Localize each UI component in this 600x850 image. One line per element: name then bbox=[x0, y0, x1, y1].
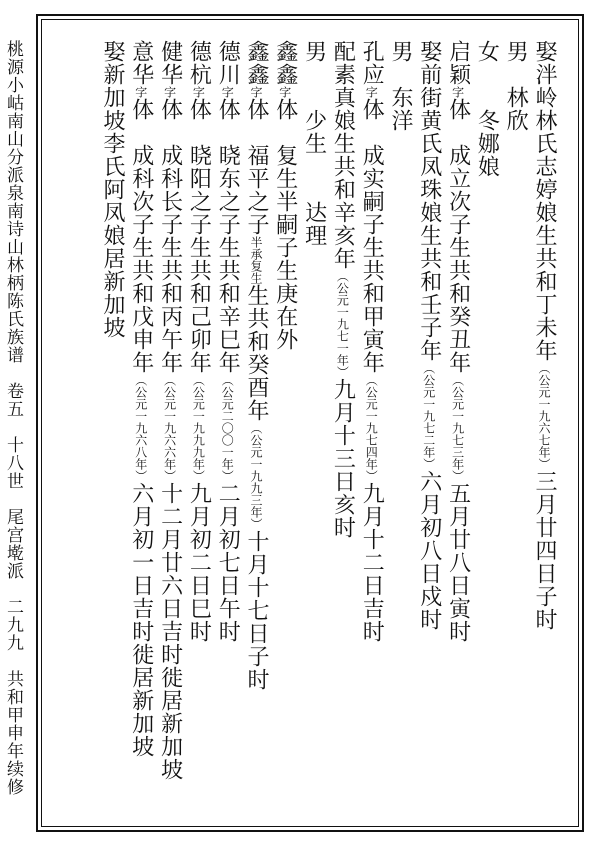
text-column-9 bbox=[300, 40, 328, 247]
column-text: 男 林欣 bbox=[503, 40, 529, 132]
annotation-small: 字 bbox=[162, 86, 177, 98]
column-text: 体 成科长子生共和丙午年 bbox=[157, 98, 183, 374]
column-text: 孔应 bbox=[359, 40, 385, 86]
annotation-small: 字 bbox=[249, 86, 263, 98]
column-text: 健华 bbox=[157, 40, 183, 86]
annotation-small: 字 bbox=[450, 86, 465, 98]
text-column-12 bbox=[213, 40, 241, 643]
page-number: 二九九 bbox=[3, 598, 23, 652]
column-text: 十月十七日子时 bbox=[244, 530, 269, 691]
annotation-small: 字 bbox=[133, 86, 148, 98]
column-text: 九月初二日巳时 bbox=[186, 482, 212, 643]
column-text: 六月初一日吉时徙居新加坡 bbox=[128, 482, 154, 758]
column-text: 二月初七日午时 bbox=[215, 482, 241, 643]
annotation-small: （公元一九九九年） bbox=[191, 374, 206, 482]
column-text: 九月十二日吉时 bbox=[359, 482, 385, 643]
column-text: 配素真娘生共和辛亥年 bbox=[330, 40, 356, 270]
column-text: 德川 bbox=[215, 40, 241, 86]
generation-label: 十八世 bbox=[3, 436, 23, 490]
text-column-11 bbox=[242, 40, 270, 691]
column-text: 十二月廿六日吉时徙居新加坡 bbox=[157, 482, 183, 781]
annotation-small: （公元一九六八年） bbox=[133, 374, 148, 482]
column-text: 男 少生 达理 bbox=[301, 40, 327, 247]
column-text: 启颖 bbox=[445, 40, 471, 86]
column-text: 鑫鑫 bbox=[244, 40, 269, 86]
text-column-16 bbox=[98, 40, 126, 339]
column-text: 六月初八日戍时 bbox=[416, 470, 442, 631]
text-column-5 bbox=[415, 40, 443, 631]
text-column-6 bbox=[386, 40, 414, 132]
column-text: 体 晓东之子生共和辛巳年 bbox=[215, 98, 241, 374]
volume-label: 卷五 bbox=[3, 382, 23, 418]
text-column-8 bbox=[328, 40, 356, 539]
column-text: 九月十三日亥时 bbox=[330, 378, 356, 539]
column-text: 三月廿四日子时 bbox=[532, 470, 557, 631]
column-text: 女 冬娜娘 bbox=[474, 40, 500, 178]
text-column-7 bbox=[357, 40, 385, 643]
column-text: 五月廿八日寅时 bbox=[445, 482, 471, 643]
annotation-small: （公元一九七四年） bbox=[364, 374, 379, 482]
text-column-1 bbox=[530, 40, 558, 631]
column-text: 生共和癸酉年 bbox=[244, 284, 269, 422]
annotation-small: 字 bbox=[191, 86, 206, 98]
column-text: 男 东洋 bbox=[388, 40, 413, 132]
annotation-small: （公元一九七一年） bbox=[335, 270, 350, 378]
column-text: 意华 bbox=[128, 40, 154, 86]
annotation-small: 半承复生 bbox=[249, 236, 263, 284]
text-column-10 bbox=[271, 40, 299, 351]
column-text: 体 复生半嗣子生庚在外 bbox=[272, 98, 298, 351]
text-column-14 bbox=[156, 40, 184, 781]
column-text: 娶新加坡李氏阿凤娘居新加坡 bbox=[100, 40, 125, 339]
column-text: 体 福平之子 bbox=[244, 98, 269, 236]
text-column-4 bbox=[444, 40, 472, 643]
annotation-small: （公元一九七三年） bbox=[450, 374, 465, 482]
annotation-small: （公元一九七二年） bbox=[421, 362, 436, 470]
column-text: 鑫鑫 bbox=[272, 40, 298, 86]
column-text: 体 晓阳之子生共和己卯年 bbox=[186, 98, 212, 374]
branch-label: 尾宫墘派 bbox=[3, 508, 23, 580]
annotation-small: （公元一九六七年） bbox=[537, 362, 551, 470]
annotation-small: （公元一九九三年） bbox=[249, 422, 263, 530]
annotation-small: 字 bbox=[364, 86, 379, 98]
column-text: 娶前街黄氏凤珠娘生共和壬子年 bbox=[416, 40, 442, 362]
annotation-small: （公元一九六六年） bbox=[162, 374, 177, 482]
page-margin-header bbox=[2, 40, 24, 796]
column-text: 体 成科次子生共和戊申年 bbox=[128, 98, 154, 374]
text-column-15 bbox=[127, 40, 155, 758]
annotation-small: 字 bbox=[277, 86, 292, 98]
text-column-2 bbox=[501, 40, 529, 132]
edition-label: 共和甲申年续修 bbox=[3, 670, 23, 796]
column-text: 德杭 bbox=[186, 40, 212, 86]
column-text: 体 成实嗣子生共和甲寅年 bbox=[359, 98, 385, 374]
book-title: 桃源小岵南山分派泉南诗山林柄陈氏族谱 bbox=[3, 40, 23, 364]
text-column-13 bbox=[184, 40, 212, 643]
annotation-small: 字 bbox=[220, 86, 235, 98]
text-column-3 bbox=[472, 40, 500, 178]
column-text: 体 成立次子生共和癸丑年 bbox=[445, 98, 471, 374]
column-text: 娶泮岭林氏志婷娘生共和丁未年 bbox=[532, 40, 557, 362]
annotation-small: （公元二〇〇一年） bbox=[220, 374, 235, 482]
